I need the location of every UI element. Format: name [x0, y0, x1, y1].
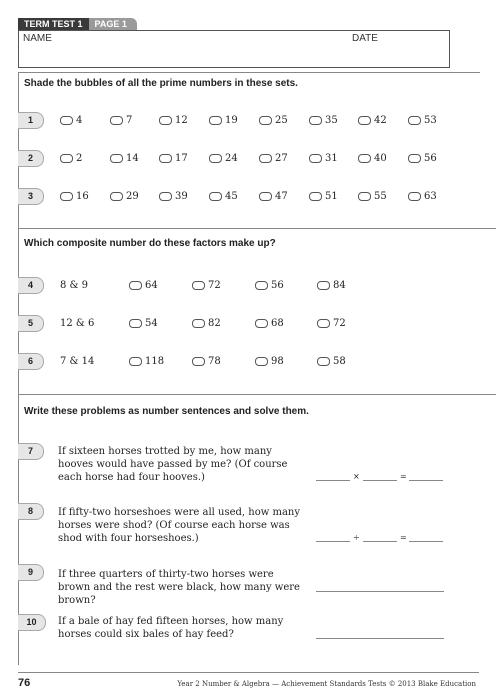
- option-bubble[interactable]: 68: [255, 315, 284, 332]
- answer-blank[interactable]: [363, 480, 397, 481]
- factor-pair: 7 & 14: [60, 356, 95, 367]
- option-bubble[interactable]: 40: [358, 150, 387, 167]
- bubble-icon[interactable]: [259, 154, 272, 163]
- bubble-icon[interactable]: [259, 192, 272, 201]
- option-bubble[interactable]: 72: [192, 277, 221, 294]
- bubble-icon[interactable]: [110, 116, 123, 125]
- question-number: 8: [18, 503, 44, 520]
- option-bubble[interactable]: 19: [209, 112, 238, 129]
- answer-line[interactable]: [316, 638, 444, 639]
- option-bubble[interactable]: 118: [129, 353, 164, 370]
- bubble-icon[interactable]: [209, 192, 222, 201]
- section3-title: Write these problems as number sentences and solve them.: [24, 406, 309, 417]
- option-bubble[interactable]: 17: [159, 150, 188, 167]
- bubble-icon[interactable]: [309, 154, 322, 163]
- option-bubble[interactable]: 55: [358, 188, 387, 205]
- option-bubble[interactable]: 64: [129, 277, 158, 294]
- answer-blank[interactable]: [363, 541, 397, 542]
- bubble-icon[interactable]: [209, 154, 222, 163]
- question-number: 5: [18, 315, 44, 332]
- option-bubble[interactable]: 7: [110, 112, 132, 129]
- equals-symbol: =: [400, 472, 407, 481]
- question-number: 6: [18, 353, 44, 370]
- option-bubble[interactable]: 51: [309, 188, 338, 205]
- bubble-icon[interactable]: [159, 154, 172, 163]
- bubble-icon[interactable]: [60, 116, 73, 125]
- equals-symbol: =: [400, 533, 407, 542]
- bubble-icon[interactable]: [255, 319, 268, 328]
- option-bubble[interactable]: 27: [259, 150, 288, 167]
- question-text: If a bale of hay fed fifteen horses, how many horses could six bales of hay feed?: [58, 616, 284, 640]
- bubble-icon[interactable]: [309, 192, 322, 201]
- option-bubble[interactable]: 98: [255, 353, 284, 370]
- option-bubble[interactable]: 4: [60, 112, 82, 129]
- factor-pair: 12 & 6: [60, 318, 95, 329]
- question-number: 2: [18, 150, 44, 167]
- answer-blank[interactable]: [316, 541, 350, 542]
- bubble-icon[interactable]: [129, 319, 142, 328]
- bubble-icon[interactable]: [309, 116, 322, 125]
- bubble-icon[interactable]: [159, 192, 172, 201]
- answer-blank[interactable]: [409, 480, 443, 481]
- bubble-icon[interactable]: [317, 319, 330, 328]
- question-number: 9: [18, 564, 44, 581]
- option-bubble[interactable]: 63: [408, 188, 437, 205]
- answer-line[interactable]: [316, 591, 444, 592]
- section-divider: [18, 394, 496, 395]
- date-label: DATE: [352, 33, 378, 44]
- option-bubble[interactable]: 53: [408, 112, 437, 129]
- bubble-icon[interactable]: [192, 281, 205, 290]
- bubble-icon[interactable]: [209, 116, 222, 125]
- bubble-icon[interactable]: [408, 154, 421, 163]
- bubble-icon[interactable]: [408, 192, 421, 201]
- bubble-icon[interactable]: [317, 281, 330, 290]
- bubble-icon[interactable]: [317, 357, 330, 366]
- bubble-icon[interactable]: [159, 116, 172, 125]
- name-date-box[interactable]: [18, 30, 450, 68]
- bubble-icon[interactable]: [60, 192, 73, 201]
- bubble-icon[interactable]: [110, 192, 123, 201]
- question-number: 7: [18, 443, 44, 460]
- section1-title: Shade the bubbles of all the prime numbers in these sets.: [24, 78, 298, 89]
- option-bubble[interactable]: 45: [209, 188, 238, 205]
- bubble-icon[interactable]: [255, 281, 268, 290]
- section-divider: [18, 228, 496, 229]
- page-tab: PAGE 1: [89, 18, 137, 30]
- answer-blank[interactable]: [316, 480, 350, 481]
- footer-credit: Year 2 Number & Algebra — Achievement Standards Tests © 2013 Blake Education: [177, 680, 476, 688]
- option-bubble[interactable]: 39: [159, 188, 188, 205]
- option-bubble[interactable]: 31: [309, 150, 338, 167]
- bubble-icon[interactable]: [192, 319, 205, 328]
- option-bubble[interactable]: 56: [255, 277, 284, 294]
- option-bubble[interactable]: 78: [192, 353, 221, 370]
- header-tabs: [18, 18, 137, 30]
- option-bubble[interactable]: 56: [408, 150, 437, 167]
- operator-symbol: ×: [353, 472, 360, 481]
- bubble-icon[interactable]: [255, 357, 268, 366]
- option-bubble[interactable]: 82: [192, 315, 221, 332]
- question-text: If fifty-two horseshoes were all used, how many horses were shod? (Of course each horse was shod with four horseshoes.): [58, 507, 301, 544]
- answer-blank[interactable]: [409, 541, 443, 542]
- option-bubble[interactable]: 16: [60, 188, 89, 205]
- question-number: 10: [18, 614, 46, 631]
- option-bubble[interactable]: 58: [317, 353, 346, 370]
- bubble-icon[interactable]: [408, 116, 421, 125]
- footer-rule: [18, 672, 479, 673]
- bubble-icon[interactable]: [129, 281, 142, 290]
- bubble-icon[interactable]: [358, 192, 371, 201]
- bubble-icon[interactable]: [259, 116, 272, 125]
- question-number: 3: [18, 188, 44, 205]
- term-test-tab: TERM TEST 1: [18, 18, 89, 30]
- section2-title: Which composite number do these factors make up?: [24, 238, 276, 249]
- question-number: 1: [18, 112, 44, 129]
- bubble-icon[interactable]: [110, 154, 123, 163]
- name-label: NAME: [23, 33, 52, 44]
- question-text: If three quarters of thirty-two horses were brown and the rest were black, how many were brown?: [58, 569, 300, 606]
- factor-pair: 8 & 9: [60, 280, 88, 291]
- option-bubble[interactable]: 35: [309, 112, 338, 129]
- option-bubble[interactable]: 12: [159, 112, 188, 129]
- bubble-icon[interactable]: [192, 357, 205, 366]
- option-bubble[interactable]: 25: [259, 112, 288, 129]
- option-bubble[interactable]: 54: [129, 315, 158, 332]
- option-bubble[interactable]: 42: [358, 112, 387, 129]
- option-bubble[interactable]: 24: [209, 150, 238, 167]
- option-bubble[interactable]: 47: [259, 188, 288, 205]
- bubble-icon[interactable]: [358, 154, 371, 163]
- bubble-icon[interactable]: [358, 116, 371, 125]
- option-bubble[interactable]: 72: [317, 315, 346, 332]
- option-bubble[interactable]: 14: [110, 150, 139, 167]
- option-bubble[interactable]: 2: [60, 150, 82, 167]
- option-bubble[interactable]: 29: [110, 188, 139, 205]
- question-number: 4: [18, 277, 44, 294]
- option-bubble[interactable]: 84: [317, 277, 346, 294]
- question-text: If sixteen horses trotted by me, how many hooves would have passed by me? (Of course each horse had four hooves.): [58, 446, 288, 483]
- operator-symbol: ÷: [353, 533, 360, 542]
- bubble-icon[interactable]: [60, 154, 73, 163]
- page-number: 76: [18, 677, 31, 689]
- bubble-icon[interactable]: [129, 357, 142, 366]
